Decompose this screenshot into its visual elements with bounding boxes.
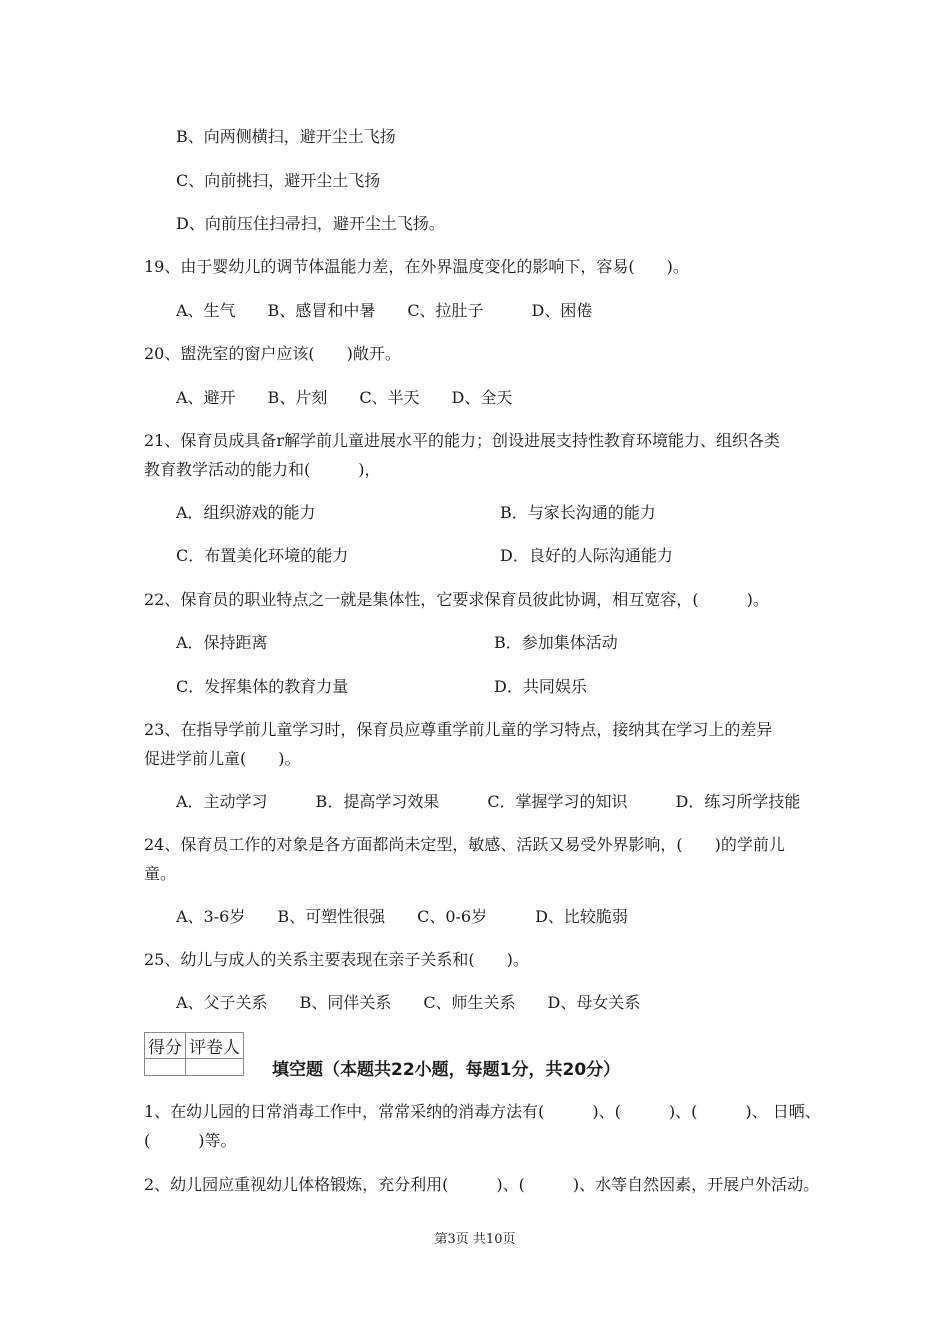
q19-options: A、生气 B、感冒和中暑 C、拉肚子 D、困倦 — [176, 301, 593, 320]
q24-stem-line2: 童。 — [144, 864, 177, 883]
section-title: 填空题（本题共22小题，每题1分，共20分） — [272, 1060, 621, 1080]
grader-cell — [186, 1059, 244, 1076]
q22-option-a: A．保持距离 — [176, 633, 268, 652]
q20-options: A、避开 B、片刻 C、半天 D、全天 — [176, 388, 513, 407]
q18-option-c: C、向前挑扫，避开尘土飞扬 — [176, 171, 381, 190]
q24-options: A、3-6岁 B、可塑性很强 C、0-6岁 D、比较脆弱 — [176, 907, 628, 926]
q23-stem-line1: 23、在指导学前儿童学习时，保育员应尊重学前儿童的学习特点，接纳其在学习上的差异 — [144, 720, 773, 739]
q20-stem: 20、盥洗室的窗户应该( )敞开。 — [144, 344, 401, 363]
q18-option-b: B、向两侧横扫，避开尘土飞扬 — [176, 127, 396, 146]
q21-option-a: A．组织游戏的能力 — [176, 503, 316, 522]
q23-options: A．主动学习 B．提高学习效果 C．掌握学习的知识 D．练习所学技能 — [176, 792, 801, 811]
fill1-line1: 1、在幼儿园的日常消毒工作中，常常采纳的消毒方法有( )、( )、( )、 日晒、 — [144, 1102, 821, 1121]
q21-option-c: C．布置美化环境的能力 — [176, 546, 349, 565]
q24-stem-line1: 24、保育员工作的对象是各方面都尚未定型，敏感、活跃又易受外界影响，( )的学前儿 — [144, 835, 785, 854]
q18-option-d: D、向前压住扫帚扫，避开尘土飞扬。 — [176, 214, 445, 233]
score-cell — [145, 1059, 186, 1076]
page-footer: 第3页 共10页 — [434, 1232, 516, 1247]
score-label: 得分 — [145, 1033, 186, 1059]
q25-stem: 25、幼儿与成人的关系主要表现在亲子关系和( )。 — [144, 950, 529, 969]
q21-option-d: D．良好的人际沟通能力 — [500, 546, 673, 565]
q19-stem: 19、由于婴幼儿的调节体温能力差，在外界温度变化的影响下，容易( )。 — [144, 257, 689, 276]
q22-option-b: B．参加集体活动 — [494, 633, 618, 652]
score-box — [144, 1032, 244, 1076]
fill2-line1: 2、幼儿园应重视幼儿体格锻炼，充分利用( )、( )、水等自然因素，开展户外活动。 — [144, 1175, 820, 1194]
q21-stem-line1: 21、保育员成具备r解学前儿童进展水平的能力；创设进展支持性教育环境能力、组织各类 — [144, 431, 781, 450]
q22-stem: 22、保育员的职业特点之一就是集体性，它要求保育员彼此协调，相互宽容，( )。 — [144, 590, 769, 609]
q25-options: A、父子关系 B、同伴关系 C、师生关系 D、母女关系 — [176, 993, 641, 1012]
q22-option-d: D．共同娱乐 — [494, 677, 587, 696]
q23-stem-line2: 促进学前儿童( )。 — [144, 749, 301, 768]
q21-stem-line2: 教育教学活动的能力和( )， — [144, 460, 381, 479]
fill1-line2: ( )等。 — [144, 1131, 237, 1150]
q21-option-b: B．与家长沟通的能力 — [500, 503, 656, 522]
q22-option-c: C．发挥集体的教育力量 — [176, 677, 349, 696]
grader-label: 评卷人 — [186, 1033, 244, 1059]
